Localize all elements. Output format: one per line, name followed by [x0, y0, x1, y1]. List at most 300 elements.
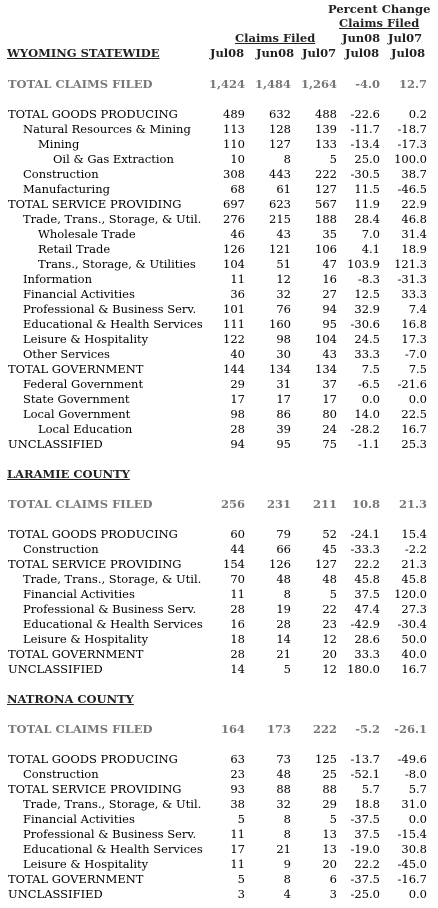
cell-value: 27.3 — [401, 602, 427, 616]
cell-value: 32 — [276, 287, 291, 301]
table-row — [0, 782, 438, 797]
cell-value: 16.7 — [401, 422, 427, 436]
cell-value: 443 — [269, 167, 291, 181]
cell-value: 11 — [230, 587, 245, 601]
cell-value: 22.5 — [401, 407, 427, 421]
row-label: Natural Resources & Mining — [23, 122, 191, 136]
table-row — [0, 617, 438, 632]
cell-value: 126 — [223, 242, 245, 256]
cell-value: 33.3 — [354, 647, 380, 661]
cell-value: 8 — [283, 827, 291, 841]
cell-value: 52 — [322, 527, 337, 541]
cell-value: 23 — [322, 617, 337, 631]
cell-value: 32 — [276, 797, 291, 811]
cell-value: 17 — [276, 392, 291, 406]
cell-value: 16 — [230, 617, 245, 631]
cell-value: 21.3 — [398, 497, 427, 511]
cell-value: 32.9 — [354, 302, 380, 316]
cell-value: 11 — [230, 857, 245, 871]
col-head-pct-1: Jul08 — [345, 46, 380, 60]
row-label: Educational & Health Services — [23, 317, 203, 331]
total-claims-row — [0, 77, 438, 92]
cell-value: 160 — [269, 317, 291, 331]
row-label: Trade, Trans., Storage, & Util. — [23, 212, 202, 226]
row-label: Trans., Storage, & Utilities — [38, 257, 196, 271]
table-row — [0, 377, 438, 392]
cell-value: 30 — [276, 347, 291, 361]
cell-value: 8 — [283, 812, 291, 826]
cell-value: 21 — [276, 842, 291, 856]
row-label: TOTAL SERVICE PROVIDING — [8, 782, 182, 796]
cell-value: 45 — [322, 542, 337, 556]
row-label: Financial Activities — [23, 287, 135, 301]
table-row — [0, 182, 438, 197]
cell-value: 28 — [276, 617, 291, 631]
cell-value: 3 — [329, 887, 337, 901]
cell-value: 30.8 — [401, 842, 427, 856]
row-label: TOTAL SERVICE PROVIDING — [8, 197, 182, 211]
cell-value: -28.2 — [350, 422, 380, 436]
col-head-top-2: Jul07 — [388, 31, 423, 45]
cell-value: 5 — [237, 812, 245, 826]
cell-value: -25.0 — [350, 887, 380, 901]
cell-value: -16.7 — [397, 872, 427, 886]
cell-value: 51 — [276, 257, 291, 271]
row-label: Local Government — [23, 407, 131, 421]
cell-value: 12 — [276, 272, 291, 286]
row-label: Manufacturing — [23, 182, 110, 196]
cell-value: 37 — [322, 377, 337, 391]
cell-value: 5.7 — [361, 782, 380, 796]
cell-value: 76 — [276, 302, 291, 316]
cell-value: 36 — [230, 287, 245, 301]
cell-value: 111 — [223, 317, 245, 331]
row-label: Mining — [38, 137, 80, 151]
table-row — [0, 332, 438, 347]
cell-value: 125 — [315, 752, 337, 766]
cell-value: 13 — [322, 827, 337, 841]
cell-value: 20 — [322, 857, 337, 871]
total-claims-row — [0, 497, 438, 512]
table-row — [0, 137, 438, 152]
cell-value: -21.6 — [397, 377, 427, 391]
table-row — [0, 212, 438, 227]
cell-value: -17.3 — [397, 137, 427, 151]
cell-value: 231 — [266, 497, 291, 511]
section-title: WYOMING STATEWIDE — [7, 46, 160, 60]
cell-value: 16 — [322, 272, 337, 286]
table-row — [0, 272, 438, 287]
cell-value: 12 — [322, 662, 337, 676]
cell-value: 103.9 — [347, 257, 380, 271]
cell-value: 17 — [230, 392, 245, 406]
row-label: Leisure & Hospitality — [23, 857, 149, 871]
cell-value: -31.3 — [397, 272, 427, 286]
cell-value: 134 — [315, 362, 337, 376]
cell-value: 11.5 — [354, 182, 380, 196]
cell-value: 95 — [322, 317, 337, 331]
cell-value: 164 — [220, 722, 245, 736]
cell-value: 9 — [283, 857, 291, 871]
claims-filed-heading: Claims Filed — [235, 31, 316, 45]
table-row — [0, 152, 438, 167]
row-label: Local Education — [38, 422, 133, 436]
cell-value: 126 — [269, 557, 291, 571]
cell-value: -6.5 — [357, 377, 380, 391]
cell-value: 27 — [322, 287, 337, 301]
cell-value: 5 — [329, 812, 337, 826]
cell-value: 110 — [223, 137, 245, 151]
cell-value: 22.2 — [354, 557, 380, 571]
cell-value: 134 — [269, 362, 291, 376]
cell-value: 122 — [223, 332, 245, 346]
row-label: Other Services — [23, 347, 110, 361]
cell-value: 47.4 — [354, 602, 380, 616]
cell-value: 106 — [315, 242, 337, 256]
cell-value: -26.1 — [394, 722, 427, 736]
table-row — [0, 197, 438, 212]
cell-value: -8.3 — [357, 272, 380, 286]
row-label: Educational & Health Services — [23, 617, 203, 631]
row-label: Retail Trade — [38, 242, 111, 256]
cell-value: 1,424 — [208, 77, 245, 91]
row-label: TOTAL GOVERNMENT — [8, 872, 144, 886]
cell-value: 18.8 — [354, 797, 380, 811]
table-row — [0, 107, 438, 122]
cell-value: 10 — [230, 152, 245, 166]
cell-value: 48 — [276, 572, 291, 586]
row-label: Federal Government — [23, 377, 144, 391]
cell-value: 25.0 — [354, 152, 380, 166]
row-label: TOTAL GOODS PRODUCING — [8, 107, 178, 121]
cell-value: 113 — [223, 122, 245, 136]
row-label: Financial Activities — [23, 587, 135, 601]
cell-value: 12.5 — [354, 287, 380, 301]
cell-value: 29 — [322, 797, 337, 811]
cell-value: 1,264 — [300, 77, 337, 91]
cell-value: 308 — [223, 167, 245, 181]
cell-value: 0.2 — [408, 107, 427, 121]
cell-value: -24.1 — [350, 527, 380, 541]
row-label: Wholesale Trade — [38, 227, 136, 241]
claims-filed-pct-heading: Claims Filed — [339, 16, 420, 30]
col-head-top-1: Jun08 — [342, 31, 381, 45]
table-row — [0, 602, 438, 617]
cell-value: 8 — [283, 587, 291, 601]
row-label: Leisure & Hospitality — [23, 632, 149, 646]
row-label: Professional & Business Serv. — [23, 827, 197, 841]
table-row — [0, 842, 438, 857]
cell-value: 31.0 — [401, 797, 427, 811]
row-label: UNCLASSIFIED — [8, 662, 103, 676]
cell-value: 14 — [276, 632, 291, 646]
cell-value: -42.9 — [350, 617, 380, 631]
cell-value: 5 — [283, 662, 291, 676]
cell-value: 33.3 — [354, 347, 380, 361]
cell-value: -18.7 — [397, 122, 427, 136]
cell-value: 489 — [223, 107, 245, 121]
section-title: LARAMIE COUNTY — [7, 467, 130, 481]
table-row — [0, 122, 438, 137]
cell-value: 127 — [315, 182, 337, 196]
cell-value: 100.0 — [394, 152, 427, 166]
cell-value: 12.7 — [398, 77, 427, 91]
cell-value: 88 — [276, 782, 291, 796]
cell-value: -33.3 — [350, 542, 380, 556]
section-title: NATRONA COUNTY — [7, 692, 134, 706]
table-row — [0, 287, 438, 302]
cell-value: 68 — [230, 182, 245, 196]
cell-value: 37.5 — [354, 587, 380, 601]
cell-value: 180.0 — [347, 662, 380, 676]
cell-value: 44 — [230, 542, 245, 556]
cell-value: 40 — [230, 347, 245, 361]
cell-value: -15.4 — [397, 827, 427, 841]
cell-value: 5 — [329, 587, 337, 601]
cell-value: 94 — [230, 437, 245, 451]
table-row — [0, 797, 438, 812]
row-label: Professional & Business Serv. — [23, 602, 197, 616]
row-label: TOTAL CLAIMS FILED — [8, 722, 153, 736]
table-row — [0, 227, 438, 242]
table-row — [0, 752, 438, 767]
cell-value: 12 — [322, 632, 337, 646]
cell-value: 11.9 — [354, 197, 380, 211]
table-row — [0, 857, 438, 872]
cell-value: 31 — [276, 377, 291, 391]
cell-value: 88 — [322, 782, 337, 796]
cell-value: 25 — [322, 767, 337, 781]
cell-value: 33.3 — [401, 287, 427, 301]
cell-value: -7.0 — [404, 347, 427, 361]
cell-value: 17.3 — [401, 332, 427, 346]
cell-value: 22.9 — [401, 197, 427, 211]
percent-change-heading: Percent Change — [328, 2, 431, 16]
cell-value: 127 — [315, 557, 337, 571]
cell-value: 1,484 — [254, 77, 291, 91]
table-row — [0, 827, 438, 842]
cell-value: 632 — [269, 107, 291, 121]
cell-value: 21.3 — [401, 557, 427, 571]
col-head-jul08: Jul08 — [210, 46, 245, 60]
cell-value: 5.7 — [408, 782, 427, 796]
cell-value: 188 — [315, 212, 337, 226]
col-head-pct-2: Jul08 — [391, 46, 426, 60]
cell-value: 43 — [276, 227, 291, 241]
cell-value: 43 — [322, 347, 337, 361]
cell-value: 276 — [223, 212, 245, 226]
table-row — [0, 257, 438, 272]
cell-value: 46.8 — [401, 212, 427, 226]
cell-value: 0.0 — [408, 392, 427, 406]
row-label: UNCLASSIFIED — [8, 887, 103, 901]
cell-value: 22.2 — [354, 857, 380, 871]
cell-value: 47 — [322, 257, 337, 271]
table-row — [0, 887, 438, 902]
cell-value: -11.7 — [350, 122, 380, 136]
cell-value: 121 — [269, 242, 291, 256]
cell-value: 4.1 — [361, 242, 380, 256]
cell-value: -8.0 — [404, 767, 427, 781]
cell-value: 8 — [283, 872, 291, 886]
cell-value: -1.1 — [357, 437, 380, 451]
cell-value: 70 — [230, 572, 245, 586]
table-row — [0, 557, 438, 572]
row-label: TOTAL GOVERNMENT — [8, 647, 144, 661]
cell-value: 28 — [230, 422, 245, 436]
table-row — [0, 587, 438, 602]
cell-value: 48 — [276, 767, 291, 781]
cell-value: 3 — [237, 887, 245, 901]
total-claims-row — [0, 722, 438, 737]
cell-value: 215 — [269, 212, 291, 226]
row-label: Trade, Trans., Storage, & Util. — [23, 572, 202, 586]
row-label: Educational & Health Services — [23, 842, 203, 856]
table-row — [0, 317, 438, 332]
cell-value: -13.7 — [350, 752, 380, 766]
cell-value: 222 — [312, 722, 337, 736]
cell-value: 45.8 — [401, 572, 427, 586]
cell-value: 6 — [329, 872, 337, 886]
cell-value: 104 — [223, 257, 245, 271]
cell-value: 29 — [230, 377, 245, 391]
row-label: TOTAL GOODS PRODUCING — [8, 527, 178, 541]
cell-value: 19 — [276, 602, 291, 616]
cell-value: 17 — [322, 392, 337, 406]
cell-value: -37.5 — [350, 812, 380, 826]
cell-value: 45.8 — [354, 572, 380, 586]
cell-value: 98 — [230, 407, 245, 421]
table-row — [0, 422, 438, 437]
cell-value: 144 — [223, 362, 245, 376]
cell-value: 16.8 — [401, 317, 427, 331]
col-head-jun08: Jun08 — [256, 46, 295, 60]
row-label: Financial Activities — [23, 812, 135, 826]
cell-value: 18 — [230, 632, 245, 646]
row-label: TOTAL GOVERNMENT — [8, 362, 144, 376]
cell-value: -13.4 — [350, 137, 380, 151]
cell-value: 127 — [269, 137, 291, 151]
cell-value: 28.4 — [354, 212, 380, 226]
cell-value: 18.9 — [401, 242, 427, 256]
cell-value: -2.2 — [404, 542, 427, 556]
cell-value: 25.3 — [401, 437, 427, 451]
table-row — [0, 407, 438, 422]
cell-value: -22.6 — [350, 107, 380, 121]
table-row — [0, 662, 438, 677]
cell-value: 39 — [276, 422, 291, 436]
row-label: TOTAL CLAIMS FILED — [8, 497, 153, 511]
cell-value: 0.0 — [408, 887, 427, 901]
table-row — [0, 572, 438, 587]
row-label: State Government — [23, 392, 130, 406]
cell-value: 61 — [276, 182, 291, 196]
cell-value: 14 — [230, 662, 245, 676]
cell-value: 50.0 — [401, 632, 427, 646]
cell-value: 60 — [230, 527, 245, 541]
cell-value: -19.0 — [350, 842, 380, 856]
table-row — [0, 302, 438, 317]
cell-value: 38.7 — [401, 167, 427, 181]
cell-value: 37.5 — [354, 827, 380, 841]
table-row — [0, 437, 438, 452]
cell-value: 46 — [230, 227, 245, 241]
cell-value: 4 — [283, 887, 291, 901]
cell-value: 79 — [276, 527, 291, 541]
cell-value: -45.0 — [397, 857, 427, 871]
cell-value: 173 — [266, 722, 291, 736]
cell-value: 40.0 — [401, 647, 427, 661]
cell-value: 11 — [230, 827, 245, 841]
cell-value: -37.5 — [350, 872, 380, 886]
row-label: Trade, Trans., Storage, & Util. — [23, 797, 202, 811]
row-label: Oil & Gas Extraction — [53, 152, 174, 166]
cell-value: 121.3 — [394, 257, 427, 271]
cell-value: 104 — [315, 332, 337, 346]
cell-value: 48 — [322, 572, 337, 586]
cell-value: 23 — [230, 767, 245, 781]
cell-value: 66 — [276, 542, 291, 556]
row-label: Construction — [23, 167, 99, 181]
cell-value: 94 — [322, 302, 337, 316]
row-label: Professional & Business Serv. — [23, 302, 197, 316]
cell-value: 22 — [322, 602, 337, 616]
cell-value: 623 — [269, 197, 291, 211]
row-label: Leisure & Hospitality — [23, 332, 149, 346]
cell-value: 488 — [315, 107, 337, 121]
cell-value: 11 — [230, 272, 245, 286]
cell-value: 0.0 — [361, 392, 380, 406]
cell-value: 17 — [230, 842, 245, 856]
row-label: TOTAL GOODS PRODUCING — [8, 752, 178, 766]
cell-value: 24.5 — [354, 332, 380, 346]
cell-value: 86 — [276, 407, 291, 421]
cell-value: 15.4 — [401, 527, 427, 541]
cell-value: 222 — [315, 167, 337, 181]
cell-value: 21 — [276, 647, 291, 661]
cell-value: 95 — [276, 437, 291, 451]
cell-value: 0.0 — [408, 812, 427, 826]
cell-value: 38 — [230, 797, 245, 811]
table-row — [0, 647, 438, 662]
table-row — [0, 812, 438, 827]
cell-value: 256 — [220, 497, 245, 511]
cell-value: -46.5 — [397, 182, 427, 196]
cell-value: 14.0 — [354, 407, 380, 421]
row-label: TOTAL SERVICE PROVIDING — [8, 557, 182, 571]
cell-value: 101 — [223, 302, 245, 316]
cell-value: 139 — [315, 122, 337, 136]
cell-value: -30.6 — [350, 317, 380, 331]
cell-value: 24 — [322, 422, 337, 436]
cell-value: -49.6 — [397, 752, 427, 766]
cell-value: 7.5 — [408, 362, 427, 376]
cell-value: -30.4 — [397, 617, 427, 631]
cell-value: -4.0 — [355, 77, 380, 91]
cell-value: 20 — [322, 647, 337, 661]
cell-value: 28.6 — [354, 632, 380, 646]
cell-value: 28 — [230, 602, 245, 616]
cell-value: 75 — [322, 437, 337, 451]
cell-value: 120.0 — [394, 587, 427, 601]
row-label: Construction — [23, 542, 99, 556]
cell-value: 28 — [230, 647, 245, 661]
table-row — [0, 392, 438, 407]
cell-value: 211 — [312, 497, 337, 511]
row-label: UNCLASSIFIED — [8, 437, 103, 451]
table-row — [0, 872, 438, 887]
cell-value: -52.1 — [350, 767, 380, 781]
